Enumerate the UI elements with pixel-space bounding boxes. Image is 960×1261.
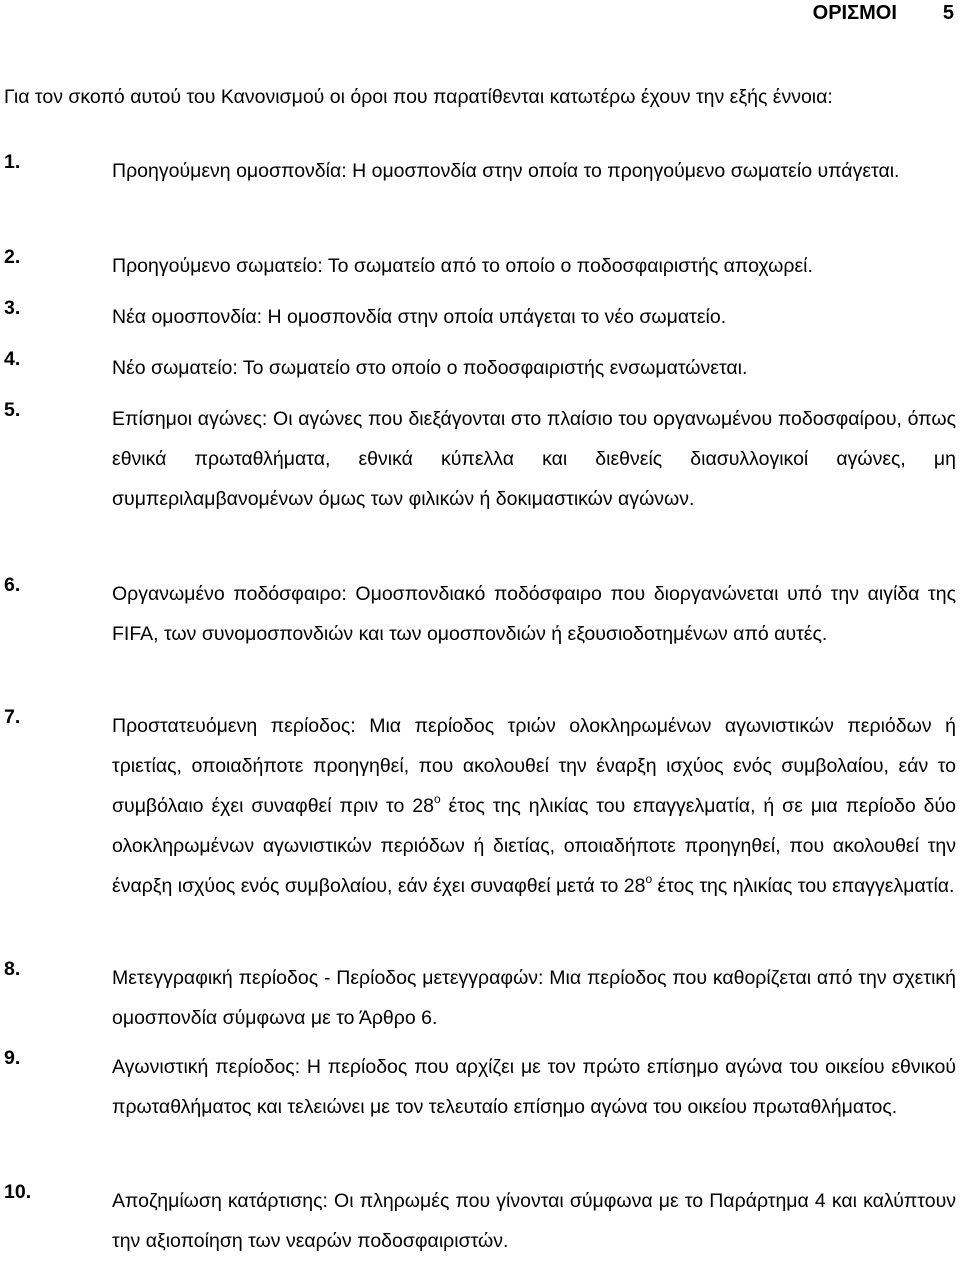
definition-text-part: Προστατευόμενη περίοδος: Μια περίοδος τριών ολοκληρωμένων αγωνιστικών περιόδων ή τριετίας, οποιαδήποτε προηγηθεί, που ακολουθεί την έναρξη ισχύος ενός συμβολαίου, εάν το συμβόλαιο έχει συναφθεί πριν το 28 [112,715,956,817]
definition-number: 4. [4,348,21,370]
header-title: ΟΡΙΣΜΟΙ [812,2,897,24]
definition-item-6 [4,574,956,654]
definition-item-8 [4,958,956,1038]
definition-number: 5. [4,399,21,421]
ordinal-superscript: ο [645,872,653,886]
definition-text: Επίσημοι αγώνες: Οι αγώνες που διεξάγονται στο πλαίσιο του οργανωμένου ποδοσφαίρου, όπως εθνικά πρωταθλήματα, εθνικά κύπελλα και διεθνείς διασυλλογικοί αγώνες, μη συμπεριλαμβανομένων όμως των φιλικών ή δοκιμαστικών αγώνων. [112,408,956,510]
definition-text: Προηγούμενη ομοσπονδία: Η ομοσπονδία στην οποία το προηγούμενο σωματείο υπάγεται. [112,160,900,182]
page-header [813,2,954,25]
definition-text-part: έτος της ηλικίας του επαγγελματία. [652,875,955,897]
intro-paragraph: Για τον σκοπό αυτού του Κανονισμού οι όροι που παρατίθενται κατωτέρω έχουν την εξής έννοια: [4,86,833,108]
definition-number: 2. [4,246,21,268]
definition-text [112,706,956,906]
page-number: 5 [942,2,954,24]
definition-number: 6. [4,574,21,596]
definition-number: 1. [4,151,21,173]
definition-text: Οργανωμένο ποδόσφαιρο: Ομοσπονδιακό ποδόσφαιρο που διοργανώνεται υπό την αιγίδα της FIFA, των συνομοσπονδιών και των ομοσπονδιών ή εξουσιοδοτημένων από αυτές. [112,583,956,645]
definition-text: Νέο σωματείο: Το σωματείο στο οποίο ο ποδοσφαιριστής ενσωματώνεται. [112,357,748,379]
definition-item-1 [4,151,956,191]
definition-text: Προηγούμενο σωματείο: Το σωματείο από το οποίο ο ποδοσφαιριστής αποχωρεί. [112,255,813,277]
definition-text: Μετεγγραφική περίοδος - Περίοδος μετεγγραφών: Μια περίοδος που καθορίζεται από την σχετική ομοσπονδία σύμφωνα με το Άρθρο 6. [112,967,956,1029]
definition-number: 10. [4,1181,32,1203]
definition-item-3 [4,297,956,337]
definition-number: 9. [4,1047,21,1069]
definition-item-2 [4,246,956,286]
definition-item-9 [4,1047,956,1127]
definition-number: 7. [4,706,21,728]
definition-text-part: έτος της ηλικίας του επαγγελματία, ή σε μια περίοδο δύο ολοκληρωμένων αγωνιστικών περιόδων ή διετίας, οποιαδήποτε προηγηθεί, που ακολουθεί την έναρξη ισχύος ενός συμβολαίου, εάν έχει συναφθεί μετά το 28 [112,795,956,897]
ordinal-superscript: ο [433,792,441,806]
definition-text: Αποζημίωση κατάρτισης: Οι πληρωμές που γίνονται σύμφωνα με το Παράρτημα 4 και καλύπτουν την αξιοποίηση των νεαρών ποδοσφαιριστών. [112,1190,956,1252]
definition-item-4 [4,348,956,388]
definition-text: Νέα ομοσπονδία: Η ομοσπονδία στην οποία υπάγεται το νέο σωματείο. [112,306,727,328]
definition-number: 8. [4,958,21,980]
definition-text: Αγωνιστική περίοδος: Η περίοδος που αρχίζει με τον πρώτο επίσημο αγώνα του οικείου εθνικού πρωταθλήματος και τελειώνει με τον τελευταίο επίσημο αγώνα του οικείου πρωταθλήματος. [112,1056,956,1118]
definition-item-5 [4,399,956,519]
definition-number: 3. [4,297,21,319]
definition-item-10 [4,1181,956,1261]
definition-item-7 [4,706,956,906]
